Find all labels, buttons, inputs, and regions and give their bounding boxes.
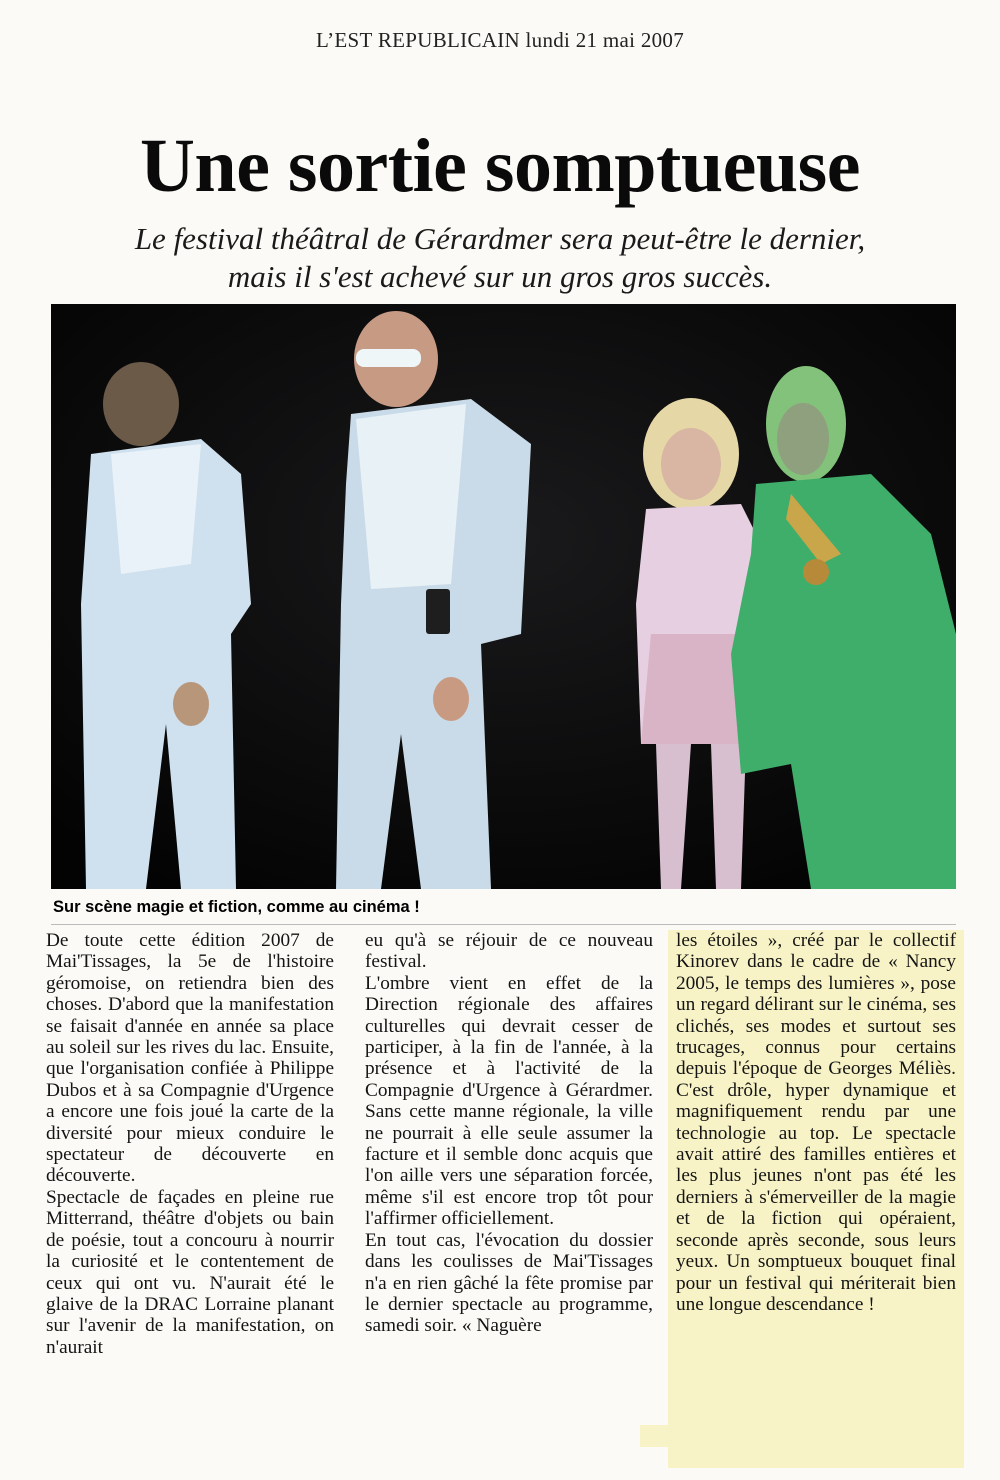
- paragraph: eu qu'à se réjouir de ce nouveau festival.: [365, 930, 653, 973]
- masthead: L’EST REPUBLICAIN lundi 21 mai 2007: [315, 28, 685, 52]
- paragraph: L'ombre vient en effet de la Direction régionale des affaires culturelles qui devrait cesser de participer, à la fin de l'année, à la présence et à l'activité de la Compagnie d'Urgence à Gérardmer. Sans cette manne régionale, la ville ne pourrait à elle seule assumer la facture et il semble donc acquis que l'on aille vers une séparation forcée, même s'il est encore trop tôt pour l'affirmer officiellement.: [365, 972, 653, 1230]
- paragraph: Spectacle de façades en pleine rue Mitterrand, théâtre d'objets ou bain de poésie, tout a concouru à nourrir la curiosité et le contentement de ceux qui ont vu. N'aurait été le glaive de la DRAC Lorraine planant sur l'avenir de la manifestation, on n'aurait: [46, 1186, 334, 1358]
- paragraph: En tout cas, l'évocation du dossier dans les coulisses de Mai'Tissages n'a en rien gâché la fête promise par le dernier spectacle au programme, samedi soir. « Naguère: [365, 1229, 653, 1337]
- stage-photo: [51, 304, 956, 889]
- photo-caption: Sur scène magie et fiction, comme au cinéma !: [53, 898, 420, 916]
- paragraph: De toute cette édition 2007 de Mai'Tissages, la 5e de l'histoire géromoise, on retiendra bien des choses. D'abord que la manifestation se faisait d'année en année sa place au soleil sur les rives du lac. Ensuite, que l'organisation confiée à Philippe Dubos et à sa Compagnie d'Urgence a encore une fois joué la carte de la diversité pour mieux conduire le spectateur de découverte en découverte.: [46, 930, 334, 1187]
- article-column-2: [365, 930, 653, 1337]
- article-column-1: [46, 930, 334, 1358]
- paragraph: les étoiles », créé par le collectif Kinorev dans le cadre de « Nancy 2005, le temps des lumières », pose un regard délirant sur le cinéma, ses clichés, ses modes et surtout ses trucages, connus pour certains depuis l'époque de Georges Méliès. C'est drôle, hyper dynamique et magnifiquement rendu par une technologie au top. Le spectacle avait attiré des familles entières et les plus jeunes n'ont pas été les derniers à s'émerveiller de la magie et de la fiction qui opéraient, seconde après seconde, sous leurs yeux. Un somptueux bouquet final pour un festival qui mériterait bien une longue descendance !: [676, 930, 956, 1315]
- article-column-3: [676, 930, 956, 1315]
- headline: Une sortie somptueuse: [140, 124, 860, 208]
- subhead: [40, 220, 960, 296]
- subhead-line-2: mais il s'est achevé sur un gros gros succès.: [227, 259, 773, 294]
- caption-divider: [51, 924, 956, 925]
- highlight-marker-tab: [640, 1425, 670, 1447]
- stage-photo-illustration: [51, 304, 956, 889]
- subhead-line-1: Le festival théâtral de Gérardmer sera peut-être le dernier,: [134, 221, 866, 256]
